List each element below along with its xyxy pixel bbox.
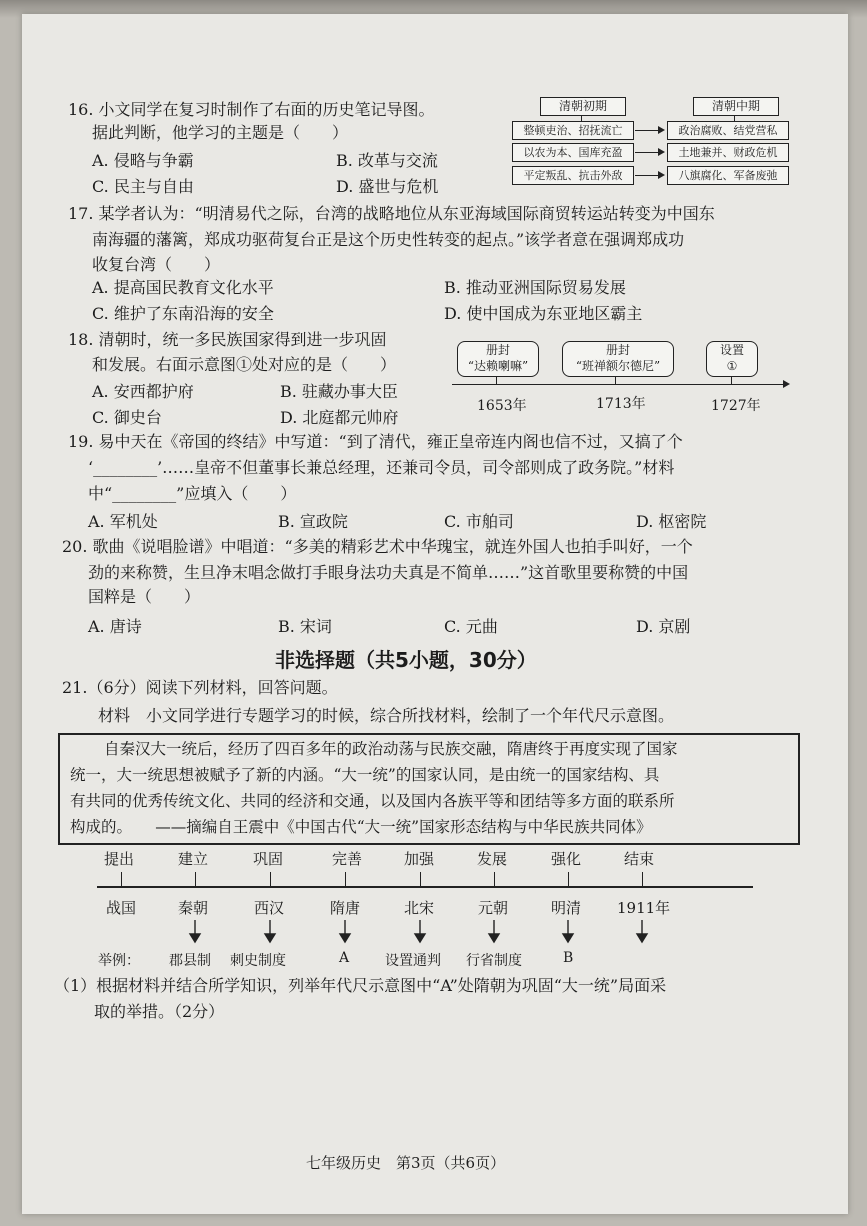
- q19-stem-line3: 中“________”应填入（ ）: [88, 484, 297, 503]
- timeline-box-1-title: “达赖喇嘛”: [467, 359, 529, 373]
- q18-option-b: B. 驻藏办事大臣: [280, 382, 398, 401]
- ruler-top-label: 结束: [624, 850, 655, 868]
- ruler-top-label: 强化: [551, 850, 582, 868]
- chart-right-item-3: 八旗腐化、军备废弛: [667, 166, 789, 185]
- timeline-box-2-action: 册封: [605, 343, 630, 357]
- q18-option-a: A. 安西都护府: [92, 382, 194, 401]
- timeline-box-1-action: 册封: [485, 343, 510, 357]
- quote-line-2: 统一，大一统思想被赋予了新的内涵。“大一统”的国家认同，是由统一的国家结构、具: [70, 766, 660, 784]
- q16-option-c: C. 民主与自由: [92, 177, 194, 196]
- q16-option-d: D. 盛世与危机: [336, 177, 439, 196]
- chart-left-item-3: 平定叛乱、抗击外敌: [512, 166, 634, 185]
- chart-right-item-1: 政治腐败、结党营私: [667, 121, 789, 140]
- q18-stem-line1: 18. 清朝时，统一多民族国家得到进一步巩固: [68, 330, 387, 349]
- timeline-year-1: 1653年: [477, 398, 527, 414]
- chart-right-item-2: 土地兼并、财政危机: [667, 143, 789, 162]
- ruler-top-label: 建立: [178, 850, 209, 868]
- q20-stem-line3: 国粹是（ ）: [88, 587, 201, 606]
- chart-left-head: 清朝初期: [540, 97, 626, 116]
- q21-stem: 21.（6分）阅读下列材料，回答问题。: [62, 678, 338, 697]
- q17-option-b: B. 推动亚洲国际贸易发展: [444, 278, 626, 297]
- ruler-bottom-label: 战国: [106, 899, 137, 917]
- q20-option-c: C. 元曲: [444, 617, 498, 636]
- q16-option-b: B. 改革与交流: [336, 151, 438, 170]
- timeline-box-3-marker: ①: [726, 359, 738, 373]
- q16-stem-line2: 据此判断，他学习的主题是（ ）: [92, 123, 349, 142]
- q18-stem-line2: 和发展。右面示意图①处对应的是（ ）: [92, 355, 397, 374]
- ruler-top-label: 完善: [332, 850, 363, 868]
- q17-stem-line2: 南海疆的藩篱，郑成功驱荷复台正是这个历史性转变的起点。”该学者意在强调郑成功: [92, 230, 685, 249]
- q19-option-a: A. 军机处: [88, 512, 158, 531]
- q20-stem-line2: 劲的来称赞，生旦净末唱念做打手眼身法功夫真是不简单……”这首歌里要称赞的中国: [88, 563, 689, 582]
- q18-option-c: C. 御史台: [92, 408, 162, 427]
- ruler-example: 设置通判: [385, 953, 441, 969]
- quote-line-4: 构成的。 ——摘编自王震中《中国古代“大一统”国家形态结构与中华民族共同体》: [70, 818, 652, 836]
- q20-option-d: D. 京剧: [636, 617, 691, 636]
- q21-material-intro: 材料 小文同学进行专题学习的时候，综合所找材料，绘制了一个年代尺示意图。: [98, 706, 675, 725]
- q21-sub1-line2: 取的举措。（2分）: [94, 1002, 225, 1021]
- q19-option-d: D. 枢密院: [636, 512, 707, 531]
- timeline-box-2-title: “班禅额尔德尼”: [575, 359, 661, 373]
- ruler-top-label: 巩固: [253, 850, 284, 868]
- ruler-bottom-label: 北宋: [404, 899, 435, 917]
- ruler-example: 行省制度: [466, 953, 522, 969]
- q21-sub1-line1: （1）根据材料并结合所学知识，列举年代尺示意图中“A”处隋朝为巩固“大一统”局面采: [54, 976, 667, 995]
- ruler-example: A: [339, 950, 350, 966]
- q17-stem-line3: 收复台湾（ ）: [92, 255, 221, 274]
- ruler-top-label: 加强: [404, 850, 435, 868]
- ruler-bottom-label: 明清: [551, 899, 582, 917]
- q19-option-b: B. 宣政院: [278, 512, 348, 531]
- q20-stem-line1: 20. 歌曲《说唱脸谱》中唱道：“多美的精彩艺术中华瑰宝，就连外国人也拍手叫好，一个: [62, 537, 693, 556]
- quote-line-3: 有共同的优秀传统文化、共同的经济和交通，以及国内各族平等和团结等多方面的联系所: [70, 792, 675, 810]
- timeline-year-2: 1713年: [596, 396, 646, 412]
- chart-right-head: 清朝中期: [693, 97, 779, 116]
- q20-option-a: A. 唐诗: [88, 617, 142, 636]
- ruler-bottom-label: 隋唐: [330, 899, 361, 917]
- ruler-example: 刺史制度: [230, 953, 286, 969]
- q17-stem-line1: 17. 某学者认为：“明清易代之际，台湾的战略地位从东亚海域国际商贸转运站转变为中国东: [68, 204, 715, 223]
- chart-left-item-2: 以农为本、国库充盈: [512, 143, 634, 162]
- q17-option-c: C. 维护了东南沿海的安全: [92, 304, 274, 323]
- ruler-example: B: [563, 950, 574, 966]
- q18-option-d: D. 北庭都元帅府: [280, 408, 399, 427]
- q16-option-a: A. 侵略与争霸: [92, 151, 194, 170]
- ruler-top-label: 提出: [104, 850, 135, 868]
- chart-left-item-1: 整顿吏治、招抚流亡: [512, 121, 634, 140]
- ruler-example: 郡县制: [169, 953, 211, 969]
- ruler-bottom-label: 秦朝: [178, 899, 209, 917]
- q17-option-a: A. 提高国民教育文化水平: [92, 278, 274, 297]
- timeline-year-3: 1727年: [711, 398, 761, 414]
- ruler-bottom-label: 元朝: [478, 899, 509, 917]
- q16-stem-line1: 16. 小文同学在复习时制作了右面的历史笔记导图。: [68, 100, 435, 119]
- ruler-example-prefix: 举例：: [98, 953, 140, 969]
- q19-stem-line1: 19. 易中天在《帝国的终结》中写道：“到了清代，雍正皇帝连内阁也信不过，又搞了个: [68, 432, 683, 451]
- q20-option-b: B. 宋词: [278, 617, 332, 636]
- section-title: 非选择题（共5小题，30分）: [275, 648, 537, 672]
- q17-option-d: D. 使中国成为东亚地区霸主: [444, 304, 643, 323]
- quote-line-1: 自秦汉大一统后，经历了四百多年的政治动荡与民族交融，隋唐终于再度实现了国家: [104, 740, 678, 758]
- page-footer: 七年级历史 第3页（共6页）: [306, 1154, 506, 1172]
- ruler-bottom-label: 西汉: [254, 899, 285, 917]
- timeline-box-3-action: 设置: [719, 343, 744, 357]
- q19-stem-line2: ‘________’……皇帝不但董事长兼总经理，还兼司令员，司令部则成了政务院。”材料: [88, 458, 675, 477]
- ruler-bottom-label: 1911年: [617, 899, 671, 917]
- q19-option-c: C. 市舶司: [444, 512, 514, 531]
- ruler-top-label: 发展: [477, 850, 508, 868]
